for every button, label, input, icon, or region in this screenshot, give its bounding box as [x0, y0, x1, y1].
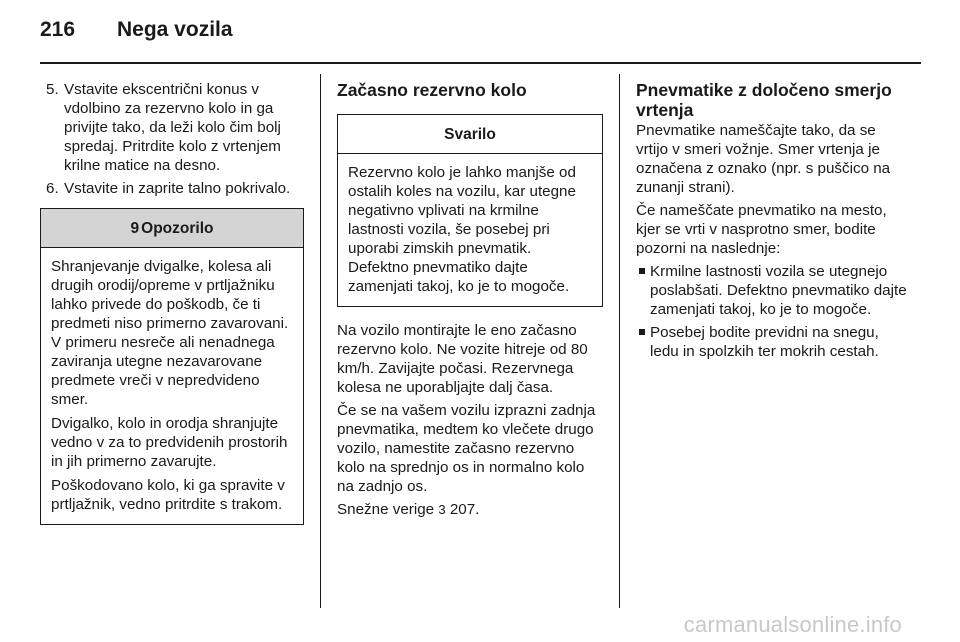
bullet-square-icon — [639, 329, 645, 335]
column-1 — [40, 74, 304, 525]
warning-body — [41, 248, 303, 524]
page-title: Nega vozila — [117, 18, 233, 41]
column-divider — [619, 74, 620, 608]
paragraph: Na vozilo montirajte le eno začasno rezervno kolo. Ne vozite hitreje od 80 km/h. Zavijajte počasi. Rezervnega kolesa ne uporabljajte dalj časa. — [337, 322, 588, 396]
warning-header — [41, 209, 303, 248]
list-item — [636, 323, 908, 361]
steps-list — [40, 80, 304, 198]
warning-paragraph: Shranjevanje dvigalke, kolesa ali drugih orodij/opreme v prtljažniku lahko privede do poškodb, če ti predmeti niso primerno zavarovani. V primeru nesreče ali nenadnega zaviranja utegne nezavarovane predmete vreči v nepredvideno smer. — [51, 258, 289, 408]
reference-page[interactable]: 207. — [449, 501, 480, 518]
step-text: Vstavite ekscentrični konus v vdolbino za rezervno kolo in ga privijte tako, da leži kolo čim bolj spredaj. Pritrdite kolo z vrtenjem krilne matice na desno. — [64, 81, 281, 174]
column-2 — [337, 74, 603, 523]
list-item — [40, 80, 304, 175]
step-number: 6. — [46, 180, 59, 197]
paragraph: Če se na vašem vozilu izprazni zadnja pnevmatika, medtem ko vlečete drugo vozilo, namestite začasno rezervno kolo na sprednjo os in normalno kolo na zadnjo os. — [337, 402, 596, 495]
reference-label: Snežne verige — [337, 501, 435, 518]
list-item — [40, 179, 304, 198]
list-item — [636, 262, 908, 319]
warning-title: Opozorilo — [141, 219, 214, 237]
page-number: 216 — [40, 18, 76, 41]
paragraph: Če nameščate pnevmatiko na mesto, kjer se vrti v nasprotno smer, bodite pozorni na naslednje: — [636, 202, 887, 257]
caution-body — [338, 154, 602, 306]
warning-paragraph: Poškodovano kolo, ki ga spravite v prtljažnik, vedno pritrdite s trakom. — [51, 477, 285, 513]
caution-header: Svarilo — [338, 115, 602, 154]
warning-paragraph: Dvigalko, kolo in orodja shranjujte vedno v za to predvidenih prostorih in jih primerno zavarujte. — [51, 415, 288, 470]
warning-box — [40, 208, 304, 525]
watermark: carmanualsonline.info — [683, 612, 902, 637]
bullet-square-icon — [639, 268, 645, 274]
reference-arrow-icon: 3 — [438, 502, 446, 517]
section-title: Pnevmatike z določeno smerjo vrtenja — [636, 80, 892, 120]
step-text: Vstavite in zaprite talno pokrivalo. — [64, 180, 291, 197]
section-body — [337, 321, 603, 519]
caution-box — [337, 114, 603, 307]
section-title: Začasno rezervno kolo — [337, 80, 527, 100]
header-rule — [40, 62, 921, 64]
bullet-text: Krmilne lastnosti vozila se utegnejo poslabšati. Defektno pnevmatiko dajte zamenjati takoj, ko je to mogoče. — [650, 263, 907, 318]
warning-triangle-icon: 9 — [130, 219, 140, 237]
bullet-text: Posebej bodite previdni na snegu, ledu in spolzkih ter mokrih cestah. — [650, 324, 879, 360]
bullet-list — [636, 262, 908, 361]
cross-reference — [337, 500, 603, 519]
column-divider — [320, 74, 321, 608]
column-3 — [636, 74, 908, 365]
caution-text: Rezervno kolo je lahko manjše od ostalih koles na vozilu, kar utegne negativno vplivati na krmilne lastnosti vozila, še posebej pri uporabi zimskih pnevmatik. Defektno pnevmatiko dajte zamenjati takoj, ko je to mogoče. — [348, 164, 576, 295]
step-number: 5. — [46, 81, 59, 98]
paragraph: Pnevmatike nameščajte tako, da se vrtijo v smeri vožnje. Smer vrtenja je označena z oznako (npr. s puščico na zunanji strani). — [636, 122, 891, 196]
